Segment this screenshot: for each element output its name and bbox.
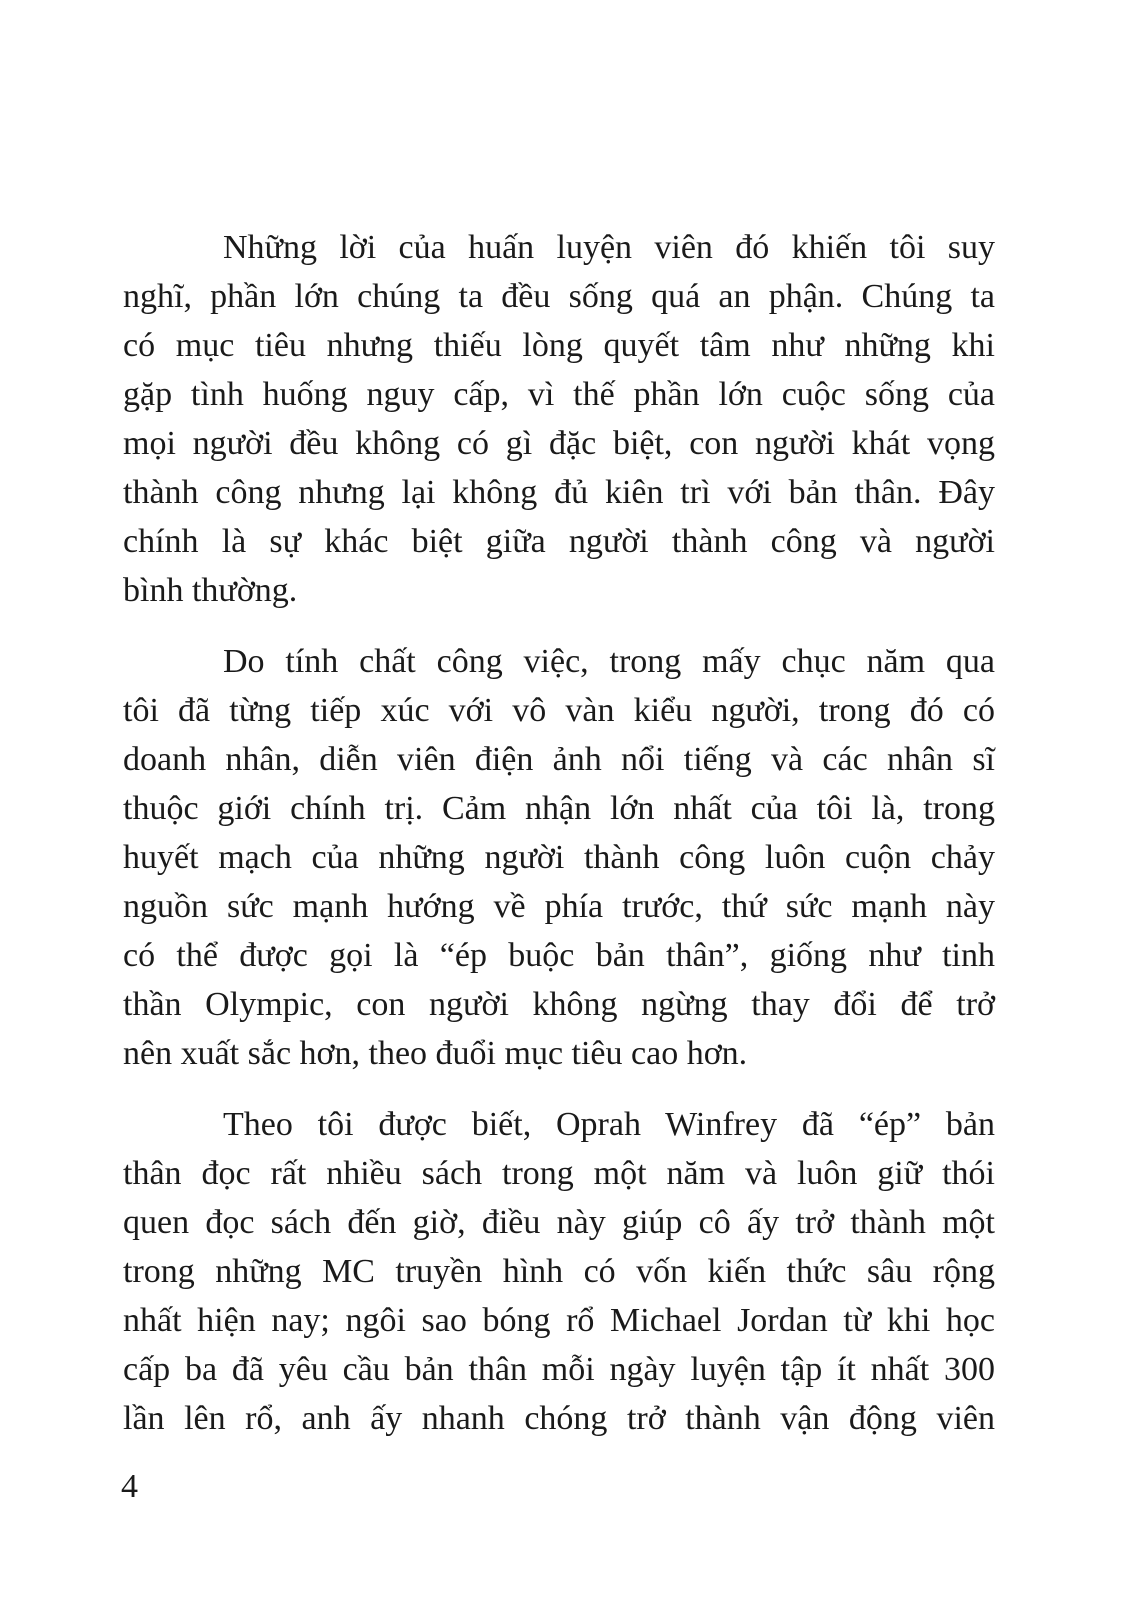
text-line: thân đọc rất nhiều sách trong một năm và luôn giữ thói — [123, 1155, 995, 1192]
paragraph — [123, 1100, 995, 1443]
text-line: gặp tình huống nguy cấp, vì thế phần lớn cuộc sống của — [123, 376, 995, 413]
text-line: quen đọc sách đến giờ, điều này giúp cô ấy trở thành một — [123, 1204, 995, 1241]
text-line: mọi người đều không có gì đặc biệt, con người khát vọng — [123, 425, 995, 462]
text-line: trong những MC truyền hình có vốn kiến thức sâu rộng — [123, 1253, 995, 1290]
text-line: Những lời của huấn luyện viên đó khiến tôi suy — [223, 229, 995, 266]
text-line: bình thường. — [123, 572, 298, 609]
text-line: có thể được gọi là “ép buộc bản thân”, giống như tinh — [123, 937, 995, 974]
text-line: thuộc giới chính trị. Cảm nhận lớn nhất của tôi là, trong — [123, 790, 995, 827]
text-line: nguồn sức mạnh hướng về phía trước, thứ sức mạnh này — [123, 888, 995, 925]
text-line: nhất hiện nay; ngôi sao bóng rổ Michael Jordan từ khi học — [123, 1302, 995, 1339]
text-line: nghĩ, phần lớn chúng ta đều sống quá an phận. Chúng ta — [123, 278, 995, 315]
text-block — [123, 223, 995, 1443]
text-line: doanh nhân, diễn viên điện ảnh nổi tiếng và các nhân sĩ — [123, 741, 995, 778]
text-line: Do tính chất công việc, trong mấy chục năm qua — [223, 643, 995, 680]
text-line: thành công nhưng lại không đủ kiên trì với bản thân. Đây — [123, 474, 995, 511]
text-line: nên xuất sắc hơn, theo đuổi mục tiêu cao hơn. — [123, 1035, 748, 1072]
page-number: 4 — [121, 1468, 138, 1505]
text-line: có mục tiêu nhưng thiếu lòng quyết tâm như những khi — [123, 327, 995, 364]
text-line: huyết mạch của những người thành công luôn cuộn chảy — [123, 839, 995, 876]
text-line: cấp ba đã yêu cầu bản thân mỗi ngày luyện tập ít nhất 300 — [123, 1351, 995, 1388]
paragraph — [123, 637, 995, 1078]
text-line: chính là sự khác biệt giữa người thành công và người — [123, 523, 995, 560]
text-line: thần Olympic, con người không ngừng thay đổi để trở — [123, 986, 995, 1023]
text-line: lần lên rổ, anh ấy nhanh chóng trở thành vận động viên — [123, 1400, 995, 1437]
text-line: Theo tôi được biết, Oprah Winfrey đã “ép” bản — [223, 1106, 995, 1143]
paragraph — [123, 223, 995, 615]
text-line: tôi đã từng tiếp xúc với vô vàn kiểu người, trong đó có — [123, 692, 995, 729]
